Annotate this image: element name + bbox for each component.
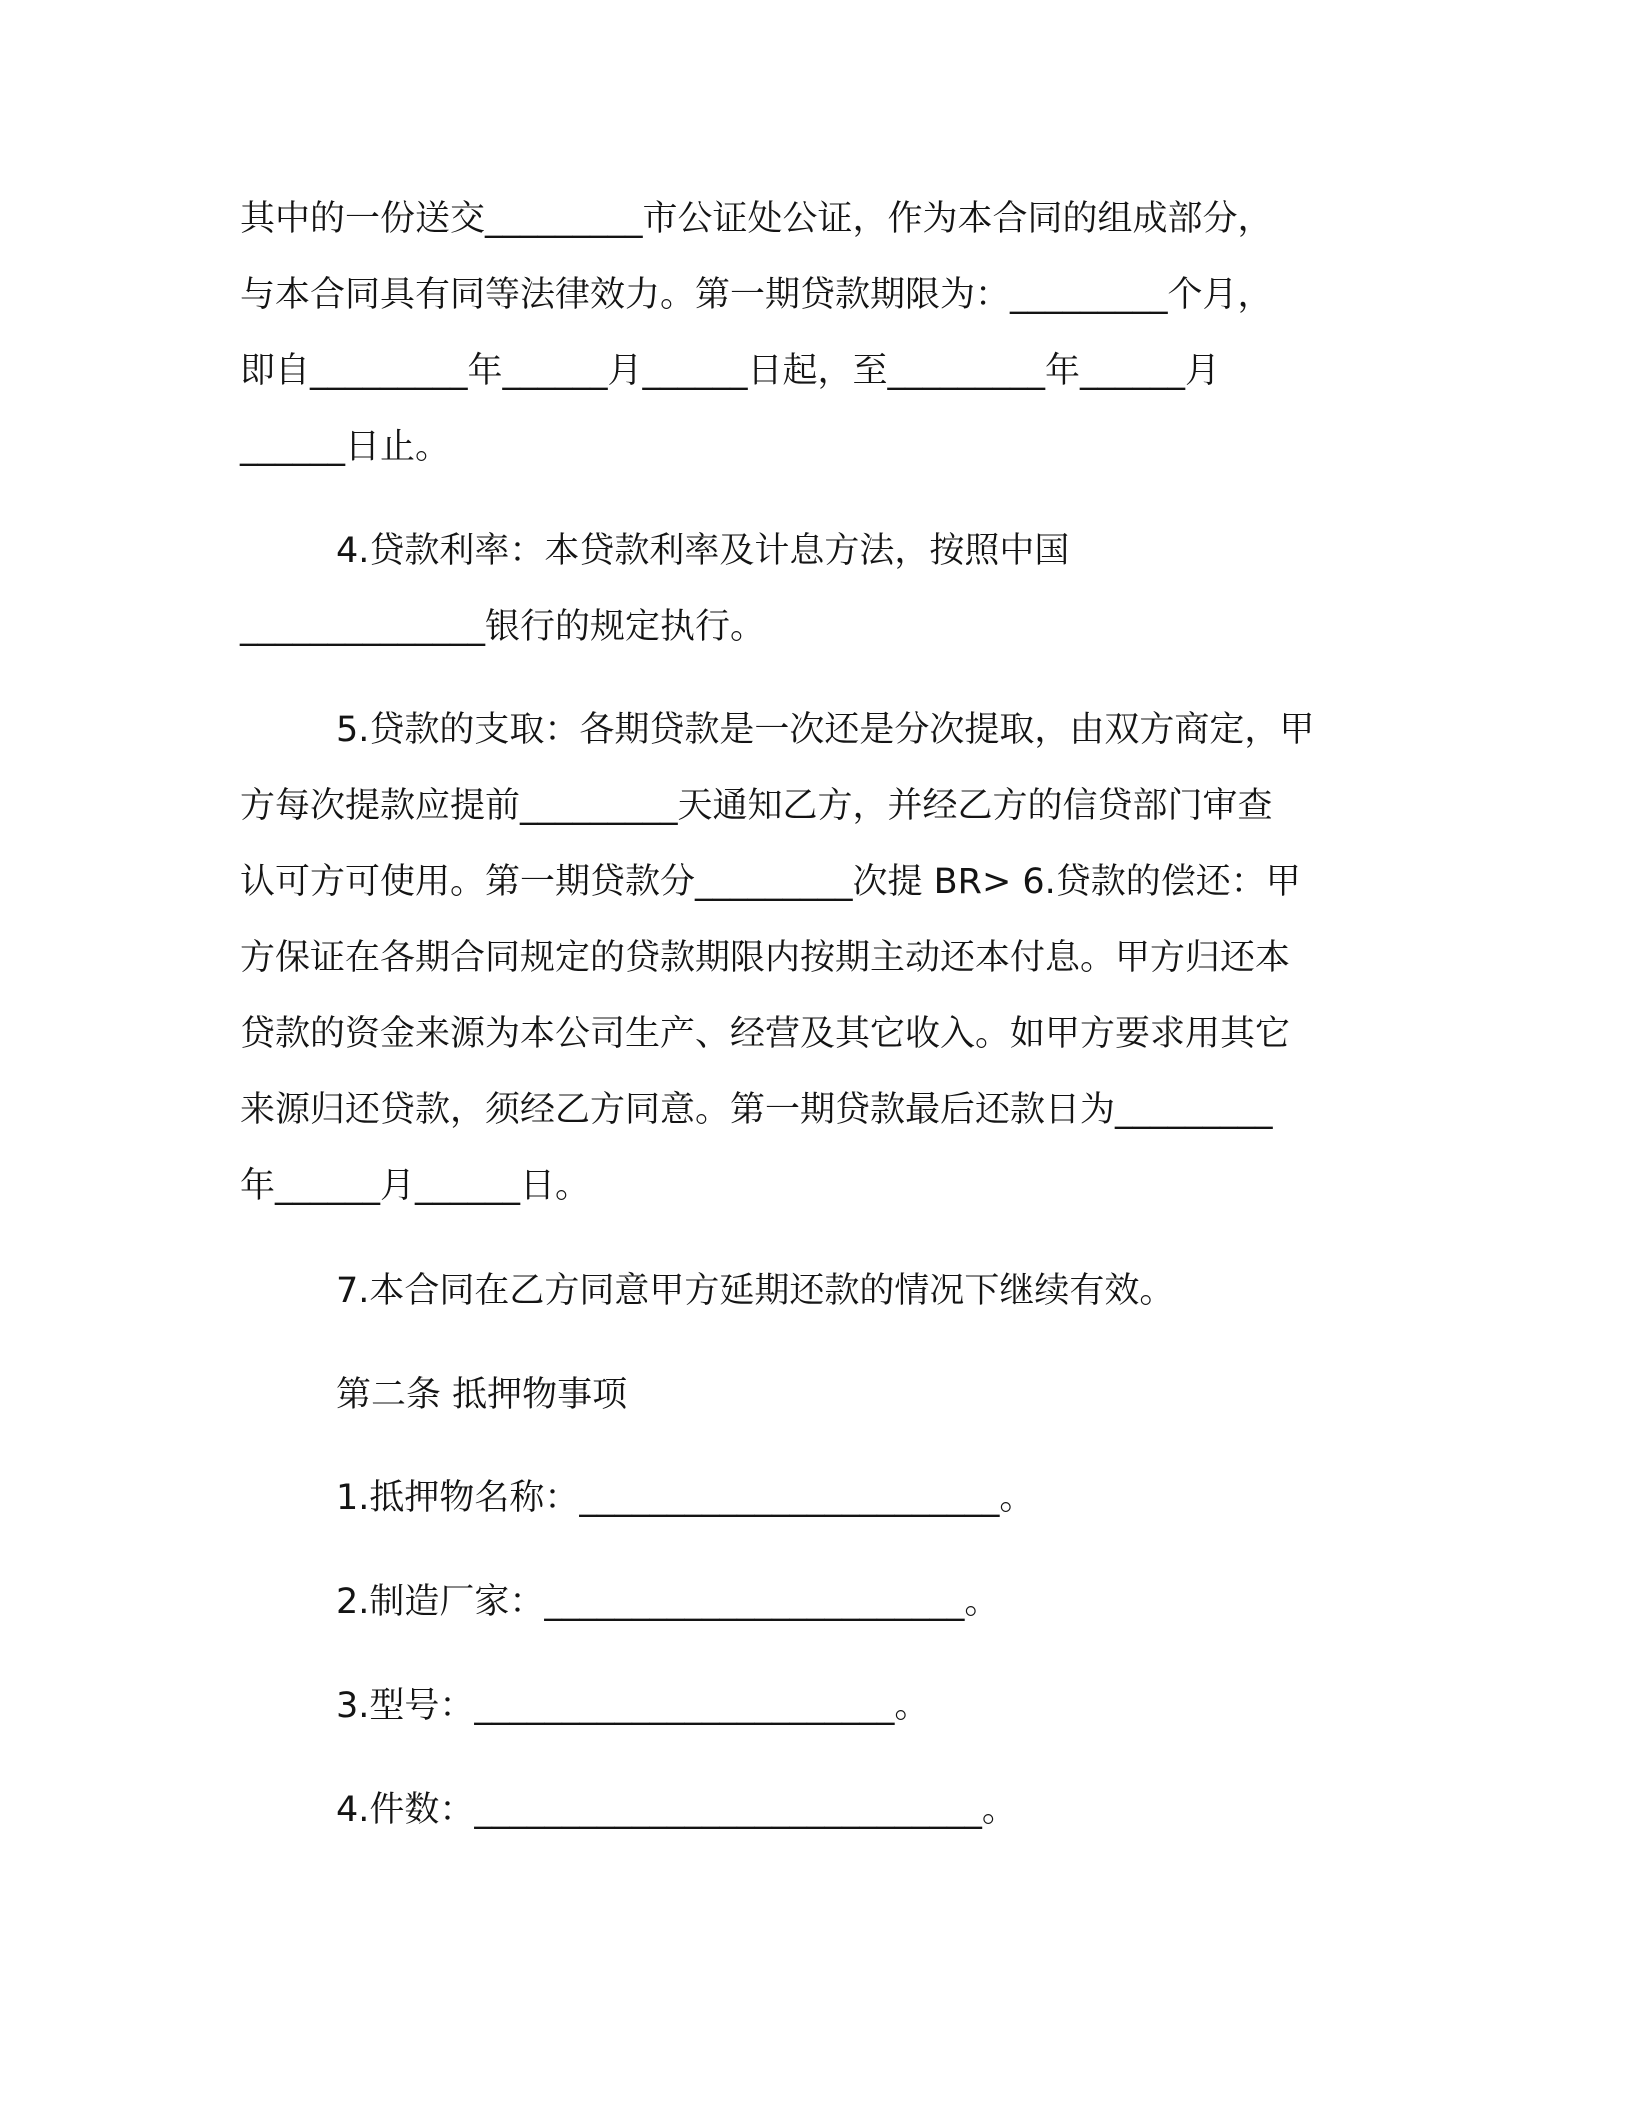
text-line: 来源归还贷款，须经乙方同意。第一期贷款最后还款日为_________ bbox=[240, 1090, 1273, 1130]
text-line: 其中的一份送交_________市公证处公证，作为本合同的组成部分， bbox=[240, 199, 1273, 239]
text-line: ______________银行的规定执行。 bbox=[240, 607, 766, 647]
text-line: 方保证在各期合同规定的贷款期限内按期主动还本付息。甲方归还本 bbox=[240, 938, 1291, 978]
form-item: 3.型号：________________________。 bbox=[336, 1686, 930, 1726]
text-line: 方每次提款应提前_________天通知乙方，并经乙方的信贷部门审查 bbox=[240, 786, 1273, 826]
text-line: 7.本合同在乙方同意甲方延期还款的情况下继续有效。 bbox=[336, 1271, 1175, 1311]
text-line: 认可方可使用。第一期贷款分_________次提 BR> 6.贷款的偿还：甲 bbox=[240, 862, 1301, 902]
text-line: 4.贷款利率：本贷款利率及计息方法，按照中国 bbox=[336, 531, 1070, 571]
text-line: ______日止。 bbox=[240, 427, 451, 467]
section-heading: 第二条 抵押物事项 bbox=[336, 1375, 628, 1415]
text-line: 年______月______日。 bbox=[240, 1166, 591, 1206]
text-line: 即自_________年______月______日起，至_________年______月 bbox=[240, 351, 1221, 391]
form-item: 2.制造厂家：________________________。 bbox=[336, 1582, 1000, 1622]
text-line: 贷款的资金来源为本公司生产、经营及其它收入。如甲方要求用其它 bbox=[240, 1014, 1291, 1054]
form-item: 4.件数：_____________________________。 bbox=[336, 1790, 1017, 1830]
text-line: 与本合同具有同等法律效力。第一期贷款期限为：_________个月， bbox=[240, 275, 1273, 315]
form-item: 1.抵押物名称：________________________。 bbox=[336, 1478, 1035, 1518]
text-line: 5.贷款的支取：各期贷款是一次还是分次提取，由双方商定，甲 bbox=[336, 710, 1315, 750]
